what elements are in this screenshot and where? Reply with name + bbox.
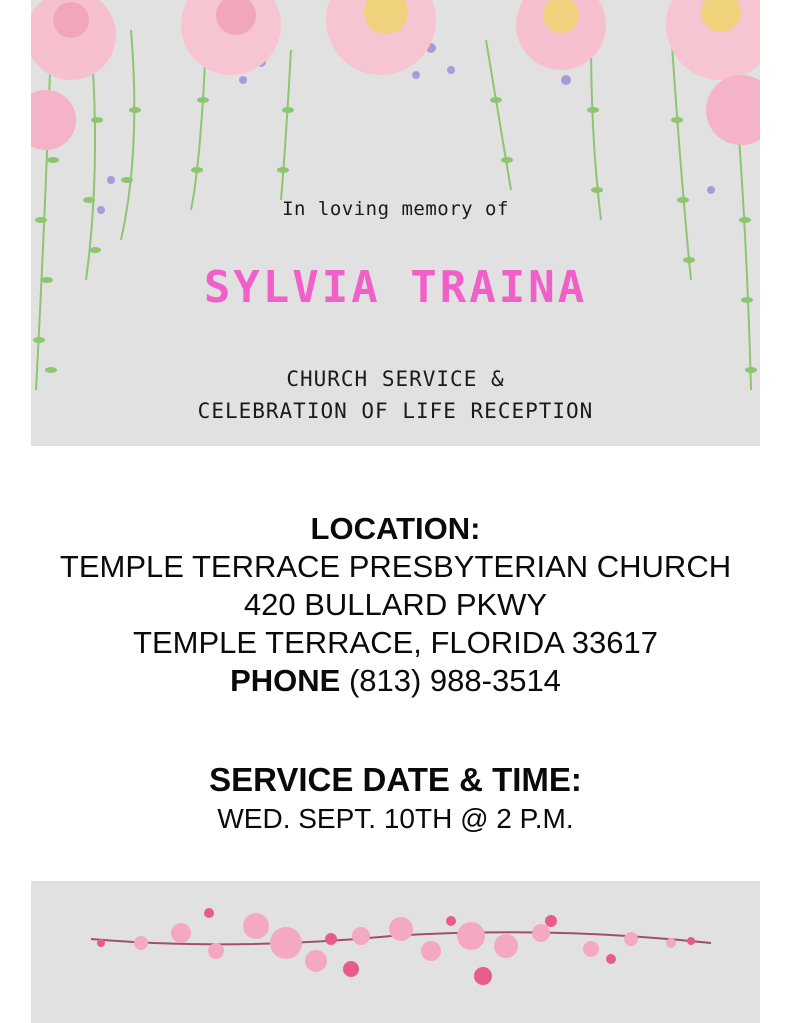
street-address: 420 BULLARD PKWY <box>243 587 548 622</box>
event-title <box>31 363 760 427</box>
event-title-line1: CHURCH SERVICE & <box>286 367 505 391</box>
event-title-line2: CELEBRATION OF LIFE RECEPTION <box>197 399 594 423</box>
location-section <box>0 510 791 700</box>
header-panel <box>31 0 760 446</box>
service-datetime: WED. SEPT. 10TH @ 2 P.M. <box>217 803 574 834</box>
phone-label: PHONE <box>230 663 341 698</box>
venue-name: TEMPLE TERRACE PRESBYTERIAN CHURCH <box>59 549 732 584</box>
city-state-zip: TEMPLE TERRACE, FLORIDA 33617 <box>133 625 658 660</box>
cherry-blossom-branch-illustration <box>31 881 760 1023</box>
footer-panel <box>31 881 760 1023</box>
location-heading: LOCATION: <box>310 511 481 546</box>
deceased-name: SYLVIA TRAINA <box>203 262 588 313</box>
service-section <box>0 760 791 838</box>
phone-number: (813) 988-3514 <box>348 663 561 698</box>
phone-line <box>0 662 791 700</box>
memorial-intro: In loving memory of <box>282 198 509 220</box>
service-heading: SERVICE DATE & TIME: <box>209 761 582 798</box>
